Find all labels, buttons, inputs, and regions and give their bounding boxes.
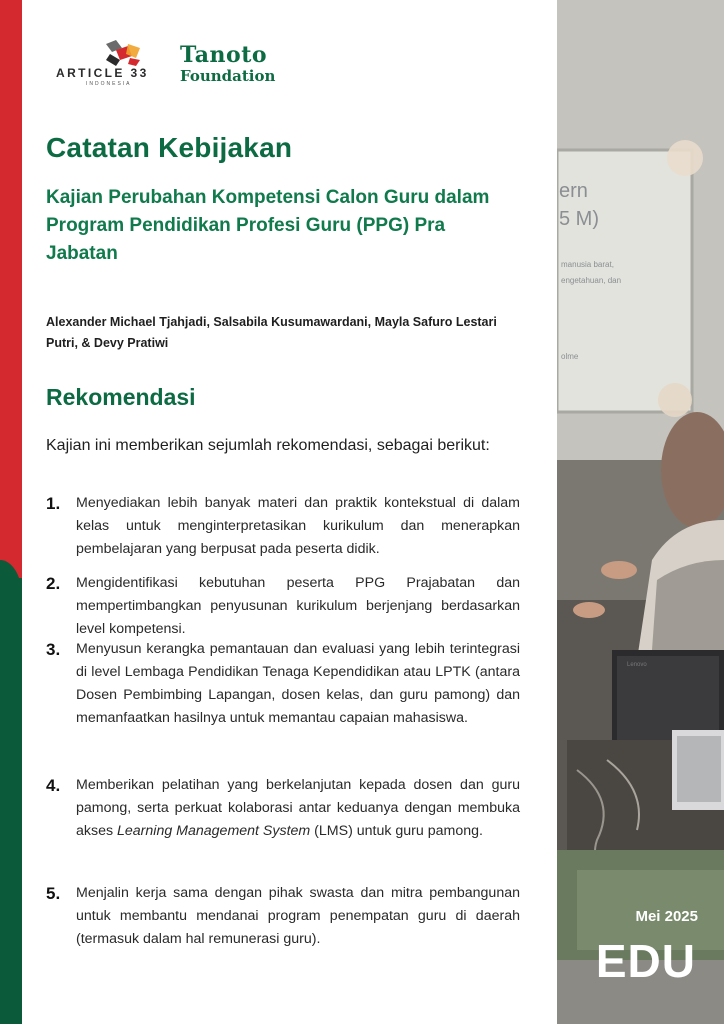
recommendation-number: 1. (46, 494, 61, 513)
partner-logos (56, 40, 296, 92)
screen-text-1: ern (559, 180, 588, 202)
recommendation-text-italic: Learning Management System (117, 823, 311, 839)
recommendation-item (46, 638, 520, 774)
article33-logo-icon (106, 40, 142, 66)
laptop-brand: Lenovo (627, 662, 647, 668)
recommendation-number: 3. (46, 640, 61, 659)
recommendation-text: Mengidentifikasi kebutuhan peserta PPG Prajabatan dan mempertimbangkan penyusunan kurikulum berjenjang berdasarkan level kompetensi. (76, 575, 520, 637)
recommendation-text: Menyediakan lebih banyak materi dan praktik kontekstual di dalam kelas untuk menginterpretasikan kurikulum dan menerapkan pembelajaran yang berpusat pada peserta didik. (76, 495, 520, 557)
publication-date: Mei 2025 (635, 908, 698, 925)
recommendation-item (46, 572, 520, 638)
left-stripe-green (0, 578, 22, 1024)
left-stripe-red (0, 0, 22, 578)
article33-logo-subtext: INDONESIA (86, 81, 132, 87)
category-label: EDU (595, 935, 696, 987)
screen-text-5: olme (561, 352, 579, 361)
screen-text-4: engetahuan, dan (561, 276, 622, 285)
document-title: Kajian Perubahan Kompetensi Calon Guru dalam Program Pendidikan Profesi Guru (PPG) Pra Jabatan (46, 187, 490, 264)
tanoto-logo-line2: Foundation (180, 67, 276, 85)
recommendation-item (46, 774, 520, 882)
section-intro: Kajian ini memberikan sejumlah rekomendasi, sebagai berikut: (46, 437, 490, 454)
document-type-heading: Catatan Kebijakan (46, 132, 293, 163)
authors: Alexander Michael Tjahjadi, Salsabila Kusumawardani, Mayla Safuro Lestari Putri, & Devy Pratiwi (46, 315, 497, 350)
screen-text-2: 5 M) (559, 208, 599, 230)
article33-logo-text: ARTICLE 33 (56, 66, 149, 80)
recommendation-item (46, 882, 520, 962)
section-heading: Rekomendasi (46, 384, 196, 410)
cover-photo (557, 0, 724, 1024)
recommendation-number: 5. (46, 884, 61, 903)
tanoto-logo-line1: Tanoto (180, 42, 268, 68)
recommendation-number: 4. (46, 776, 61, 795)
recommendation-text: Menjalin kerja sama dengan pihak swasta dan mitra pembangunan untuk membantu mendanai program penempatan guru di daerah (termasuk dalam hal remunerasi guru). (76, 885, 520, 947)
recommendation-number: 2. (46, 574, 61, 593)
recommendation-text: Menyusun kerangka pemantauan dan evaluasi yang lebih terintegrasi di level Lembaga Pendidikan Tenaga Kependidikan atau LPTK (antara Dosen Pembimbing Lapangan, dosen kelas, dan guru pamong) dan memanfaatkan hasilnya untuk memantau capaian mahasiswa. (76, 641, 520, 726)
recommendation-text-part: (LMS) untuk guru pamong. (310, 823, 483, 839)
screen-text-3: manusia barat, (561, 260, 614, 269)
recommendation-item (46, 492, 520, 572)
classroom-photo-illustration (557, 0, 724, 1024)
recommendation-list (46, 492, 520, 962)
recommendation-text-part: Memberikan pelatihan yang berkelanjutan kepada dosen dan guru pamong, serta perkuat kolaborasi antar keduanya dengan membuka akses (76, 777, 520, 839)
recommendation-text (76, 777, 520, 839)
